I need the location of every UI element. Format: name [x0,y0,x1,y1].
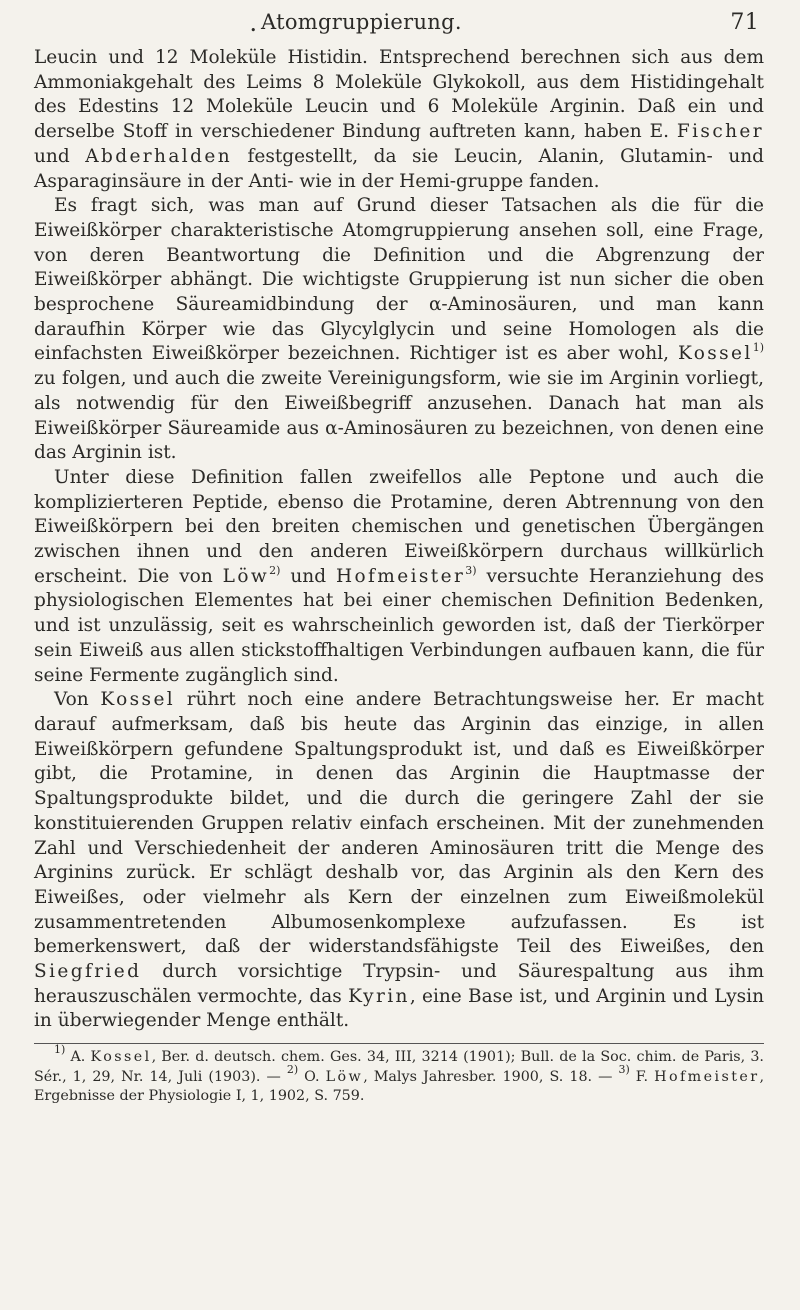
spaced-name: Kossel [677,343,753,365]
paragraph: Es fragt sich, was man auf Grund dieser Tatsachen als die für die Eiweißkörper charakteristische Atomgruppierung ansehen soll, eine Frage, von deren Beantwortung die Definition und die Abgrenzung der Eiweißkörper abhängt. Die wichtigste Gruppierung ist nun sicher die oben besprochene Säureamidbindung der α-Aminosäuren, und man kann daraufhin Körper wie das Glycylglycin und seine Homologen als die einfachsten Eiweißkörper bezeichnen. Richtiger ist es aber wohl, Kossel$^{1)}$ zu folgen, und auch die zweite Vereinigungsform, wie sie im Arginin vorliegt, als notwendig für den Eiweißbegriff anzusehen. Danach hat man als Eiweißkörper Säureamide aus α-Aminosäuren zu bezeichnen, von denen eine das Arginin ist. [34,195,764,464]
paragraph: Unter diese Definition fallen zweifellos alle Peptone und auch die komplizierteren Peptide, ebenso die Protamine, deren Abtrennung von den Eiweißkörpern bei den breiten chemischen und genetischen Übergängen zwischen ihnen und den anderen Eiweißkörpern durchaus willkürlich erscheint. Die von Löw$^{2)}$ und Hofmeister$^{3)}$ versuchte Heranziehung des physiologischen Elementes hat bei einer chemischen Definition Bedenken, und ist unzulässig, seit es wahrscheinlich geworden ist, daß der Tierkörper sein Eiweiß aus allen stickstoffhaltigen Verbindungen aufbauen kann, die für seine Fermente zugänglich sind. [34,466,765,686]
footnotes [34,1043,764,1107]
footnote: $^{1)}$ A. Kossel, Ber. d. deutsch. chem. Ges. 34, III, 3214 (1901); Bull. de la Soc. chim. de Paris, 3. Sér., 1, 29, Nr. 14, Juli (1903). — $^{2)}$ O. Löw, Malys Jahresber. 1900, S. 18. — $^{3)}$ F. Hofmeister, Ergebnisse der Physiologie I, 1, 1902, S. 759. [34,1043,764,1105]
body-text [34,46,764,1107]
spaced-name: Siegfried [34,961,142,983]
footnote-rule [34,1043,764,1044]
footnote-ref: 1) [54,1043,66,1057]
paragraph: Von Kossel rührt noch eine andere Betrachtungsweise her. Er macht darauf aufmerksam, daß bis heute das Arginin das einzige, in allen Eiweißkörpern gefundene Spaltungsprodukt ist, und daß es Eiweißkörper gibt, die Protamine, in denen das Arginin die Hauptmasse der Spaltungsprodukte bildet, und die durch die geringere Zahl der sie konstituierenden Gruppen relativ einfach erscheinen. Mit der zunehmenden Zahl und Verschiedenheit der anderen Aminosäuren tritt die Menge des Arginins zurück. Er schlägt deshalb vor, das Arginin als den Kern des Eiweißes, oder vielmehr als Kern der einzelnen zum Eiweißmolekül zusammentretenden Albumosenkomplexe aufzufassen. Es ist bemerkenswert, daß der widerstandsfähigste Teil des Eiweißes, den Siegfried durch vorsichtige Trypsin- und Säurespaltung aus ihm herauszuschälen vermochte, das Kyrin, eine Base ist, und Arginin und Lysin in überwiegender Menge enthält. [34,689,764,1032]
spaced-name: Löw [325,1068,364,1085]
footnote-ref: 2) [269,563,281,577]
footnote-ref: 3) [465,563,477,577]
page-number: 71 [730,10,759,35]
footnote-ref: 1) [752,341,764,355]
footnote-ref: 2) [286,1062,299,1076]
spaced-name: Löw [222,565,270,587]
running-header [250,10,759,42]
header-bullet-mark: • [250,24,257,37]
spaced-name: Kossel [100,689,176,711]
spaced-name: Kossel [90,1049,152,1066]
spaced-name: Abderhalden [85,145,233,167]
spaced-name: Kyrin [348,985,410,1007]
spaced-name: Hofmeister [654,1068,760,1085]
footnote-ref: 3) [618,1062,630,1076]
paragraph: Leucin und 12 Moleküle Histidin. Entsprechend berechnen sich aus dem Ammoniakgehalt des Leims 8 Moleküle Glykokoll, aus dem Histidingehalt des Edestins 12 Moleküle Leucin und 6 Moleküle Arginin. Daß ein und derselbe Stoff in verschiedener Bindung auftreten kann, haben E. Fischer und Abderhalden festgestellt, da sie Leucin, Alanin, Glutamin- und Asparaginsäure in der Anti- wie in der Hemi-gruppe fanden. [34,47,764,192]
running-title: Atomgruppierung. [261,10,462,34]
spaced-name: Hofmeister [335,565,466,587]
spaced-name: Fischer [676,121,764,143]
